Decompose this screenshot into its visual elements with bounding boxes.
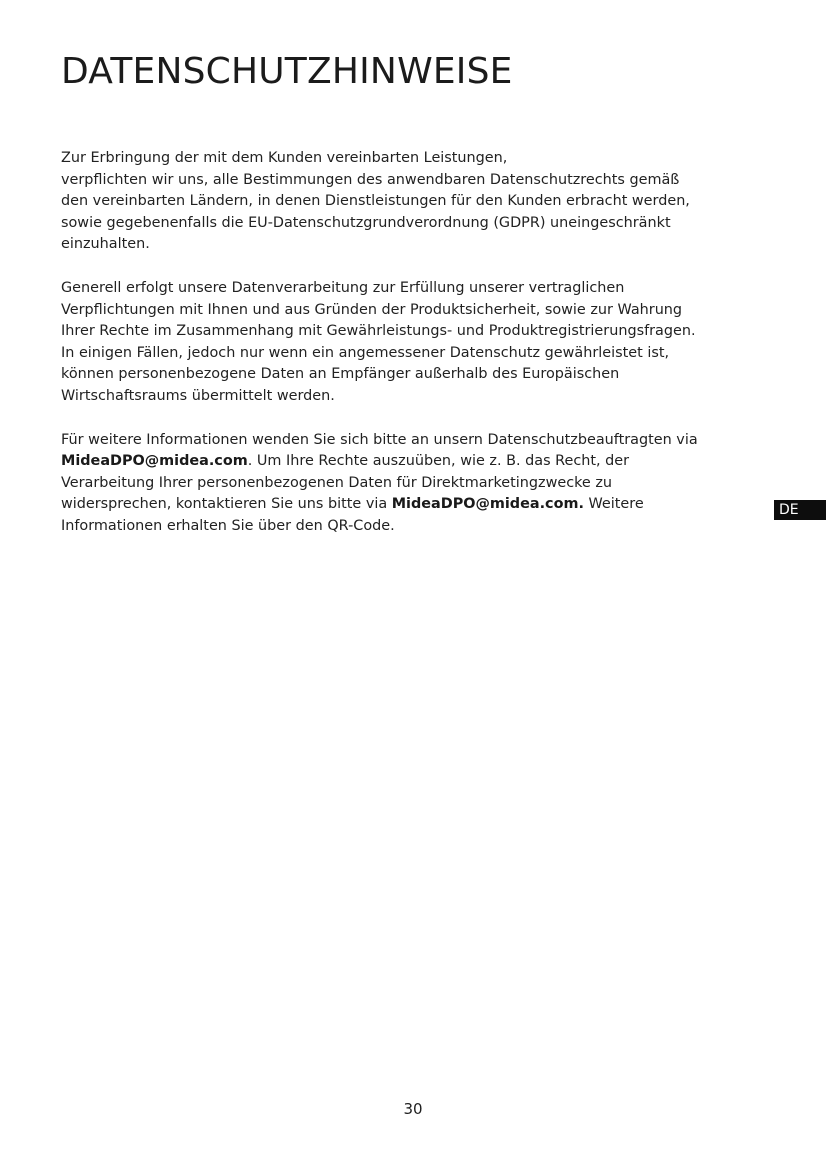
paragraph-commitment: [61, 148, 773, 256]
language-tab: DE: [774, 500, 826, 520]
document-body: [61, 148, 773, 560]
text-line: Generell erfolgt unsere Datenverarbeitung zur Erfüllung unserer vertraglichen: [61, 279, 625, 296]
dpo-email-link[interactable]: MideaDPO@midea.com.: [391, 496, 584, 513]
text-line: den vereinbarten Ländern, in denen Dienstleistungen für den Kunden erbracht werden,: [61, 193, 690, 210]
text-line: Zur Erbringung der mit dem Kunden vereinbarten Leistungen,: [61, 150, 508, 166]
paragraph-data-processing: [61, 278, 773, 408]
text-segment: . Um Ihre Rechte auszuüben, wie z. B. das Recht, der: [247, 453, 630, 470]
page-number: 30: [403, 1100, 423, 1118]
page-title: DATENSCHUTZHINWEISE: [61, 51, 513, 92]
text-segment: Weitere: [583, 496, 644, 513]
paragraph-contact: [61, 430, 773, 538]
text-line: Informationen erhalten Sie über den QR-Code.: [61, 517, 395, 534]
text-line: Für weitere Informationen wenden Sie sich bitte an unsern Datenschutzbeauftragten via: [61, 431, 698, 448]
text-line: Wirtschaftsraums übermittelt werden.: [61, 387, 335, 404]
dpo-email-link[interactable]: MideaDPO@midea.com: [61, 453, 248, 470]
text-segment: widersprechen, kontaktieren Sie uns bitte via: [61, 496, 392, 513]
text-line: können personenbezogene Daten an Empfänger außerhalb des Europäischen: [61, 366, 620, 383]
text-line: sowie gegebenenfalls die EU-Datenschutzgrundverordnung (GDPR) uneingeschränkt: [61, 214, 671, 231]
text-line: Verarbeitung Ihrer personenbezogenen Daten für Direktmarketingzwecke zu: [61, 474, 613, 491]
text-line: [61, 494, 773, 516]
text-line: Ihrer Rechte im Zusammenhang mit Gewährleistungs- und Produktregistrierungsfragen.: [61, 323, 696, 340]
text-line: Verpflichtungen mit Ihnen und aus Gründen der Produktsicherheit, sowie zur Wahrung: [61, 301, 683, 318]
text-line: [61, 451, 773, 473]
text-line: In einigen Fällen, jedoch nur wenn ein angemessener Datenschutz gewährleistet ist,: [61, 344, 670, 361]
text-line: verpflichten wir uns, alle Bestimmungen des anwendbaren Datenschutzrechts gemäß: [61, 171, 680, 188]
text-line: einzuhalten.: [61, 236, 150, 253]
